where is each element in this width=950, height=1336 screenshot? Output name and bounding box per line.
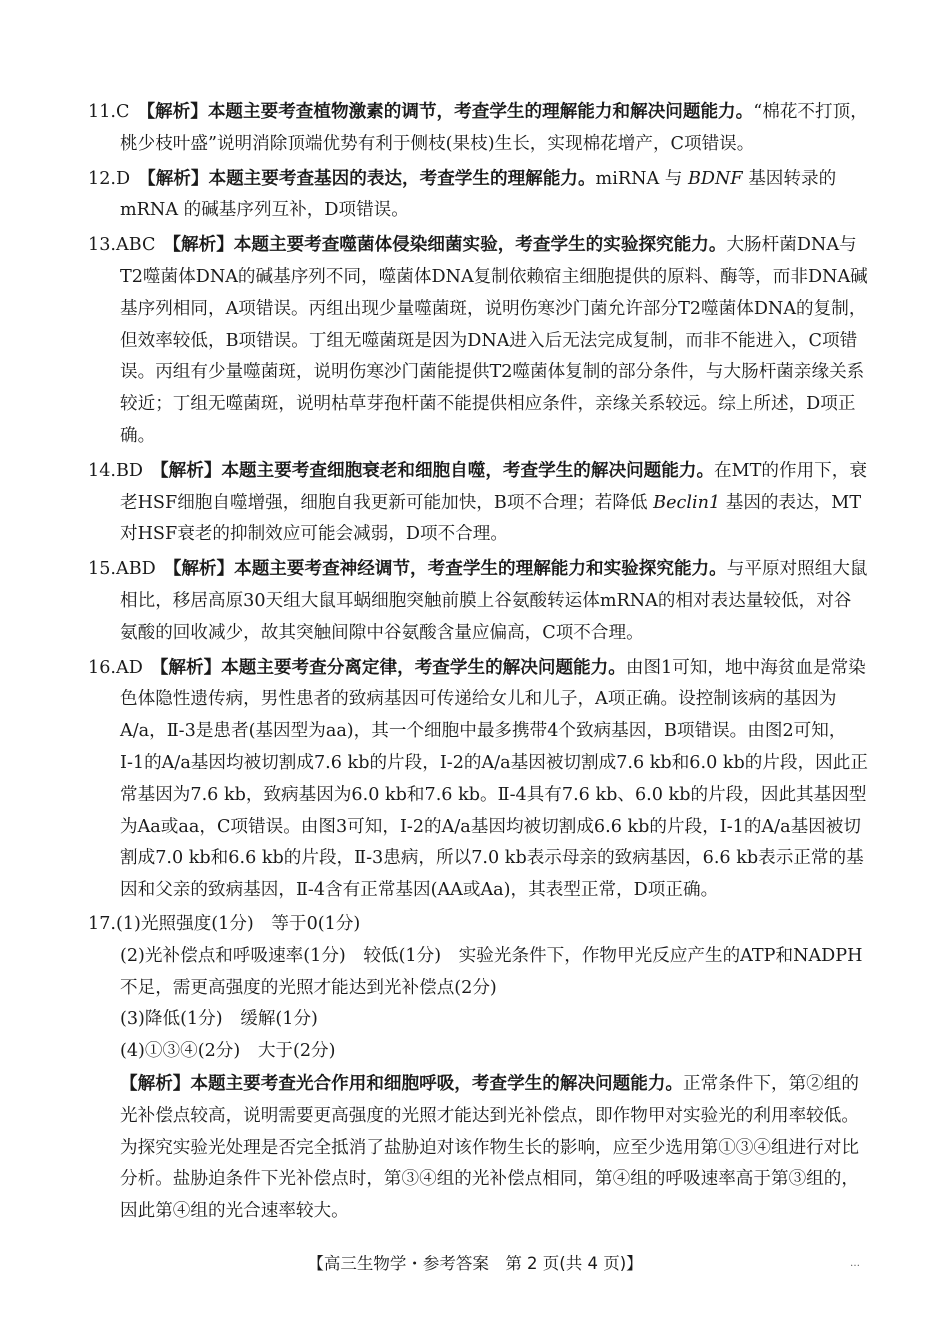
gene-name: Beclin1 xyxy=(653,492,721,513)
part-answer: (4)①③④(2分) 大于(2分) xyxy=(120,1041,336,1062)
part-answer: (1)光照强度(1分) 等于0(1分) xyxy=(115,913,361,934)
question-16 xyxy=(88,652,868,907)
analysis-heading: 【解析】本题主要考查细胞衰老和细胞自噬，考查学生的解决问题能力。 xyxy=(151,459,715,481)
analysis-heading: 【解析】本题主要考查神经调节，考查学生的理解能力和实验探究能力。 xyxy=(163,558,727,580)
analysis-heading: 【解析】本题主要考查分离定律，考查学生的解决问题能力。 xyxy=(150,656,626,678)
answer-letters: AD xyxy=(115,657,143,678)
analysis-heading: 【解析】本题主要考查植物激素的调节，考查学生的理解能力和解决问题能力。 xyxy=(137,101,754,122)
analysis-text: miRNA 与 xyxy=(595,168,688,189)
gene-name: BDNF xyxy=(687,168,743,189)
analysis-text: 与平原对照组大鼠相比，移居高原30天组大鼠耳蜗细胞突触前膜上谷氨酸转运体mRNA的相对表达量较低，对谷氨酸的回收减少，故其突触间隙中谷氨酸含量应偏高，C项不合理。 xyxy=(120,559,868,643)
question-14 xyxy=(88,455,868,551)
analysis-text: 由图1可知，地中海贫血是常染色体隐性遗传病，男性患者的致病基因可传递给女儿和儿子，A项正确。设控制该病的基因为A/a，Ⅱ-3是患者(基因型为aa)，其一个细胞中最多携带4个致病基因，B项错误。由图2可知，Ⅰ-1的A/a基因均被切割成7.6 kb的片段，Ⅰ-2的A/a基因被切割成7.6 kb和6.0 kb的片段，因此正常基因为7.6 kb，致病基因为6.0 kb和7.6 kb。Ⅱ-4具有7.6 kb、6.0 kb的片段，因此其基因型为Aa或aa，C项错误。由图3可知，Ⅰ-2的A/a基因均被切割成6.6 kb的片段，Ⅰ-1的A/a基因被切割成7.0 kb和6.6 kb的片段，Ⅱ-3患病，所以7.0 kb表示母亲的致病基因，6.6 kb表示正常的基因和父亲的致病基因，Ⅱ-4含有正常基因(AA或Aa)，其表型正常，D项正确。 xyxy=(120,657,868,901)
answer-letters: BD xyxy=(115,460,144,481)
analysis-heading: 【解析】本题主要考查噬菌体侵染细菌实验，考查学生的实验探究能力。 xyxy=(163,234,727,256)
question-13 xyxy=(88,229,868,453)
page-footer: 【高三生物学・参考答案 第 2 页(共 4 页)】 xyxy=(307,1254,643,1273)
analysis-heading: 【解析】本题主要考查基因的表达，考查学生的理解能力。 xyxy=(138,167,596,189)
question-17 xyxy=(88,909,868,1228)
question-number: 12. xyxy=(88,168,116,189)
answer-letters: ABC xyxy=(115,235,156,256)
analysis-heading: 【解析】本题主要考查光合作用和细胞呼吸，考查学生的解决问题能力。 xyxy=(120,1072,684,1094)
analysis-text: 大肠杆菌DNA与T2噬菌体DNA的碱基序列不同，噬菌体DNA复制依赖宿主细胞提供的原料、酶等，而非DNA碱基序列相同，A项错误。丙组出现少量噬菌斑，说明伤寒沙门菌允许部分T2噬菌体DNA的复制，但效率较低，B项错误。丁组无噬菌斑是因为DNA进入后无法完成复制，而非不能进入，C项错误。丙组有少量噬菌斑，说明伤寒沙门菌能提供T2噬菌体复制的部分条件，与大肠杆菌亲缘关系较近；丁组无噬菌斑，说明枯草芽孢杆菌不能提供相应条件，亲缘关系较远。综上所述，D项正确。 xyxy=(120,235,868,446)
question-11 xyxy=(88,96,868,161)
analysis-text: 在MT的作用下，衰老HSF细胞自噬增强，细胞自我更新可能加快，B项不合理；若降低 xyxy=(120,460,867,513)
question-15 xyxy=(88,553,868,649)
question-number: 16. xyxy=(88,657,116,678)
part-answer: (3)降低(1分) 缓解(1分) xyxy=(120,1009,318,1030)
question-number: 17. xyxy=(88,913,116,934)
part-answer: (2)光补偿点和呼吸速率(1分) 较低(1分) 实验光条件下，作物甲光反应产生的ATP和NADPH不足，需更高强度的光照才能达到光补偿点(2分) xyxy=(120,945,863,998)
question-number: 15. xyxy=(88,559,116,580)
analysis-text: 正常条件下，第②组的光补偿点较高，说明需要更高强度的光照才能达到光补偿点，即作物甲对实验光的利用率较低。为探究实验光处理是否完全抵消了盐胁迫对该作物生长的影响，应至少选用第①③④组进行对比分析。盐胁迫条件下光补偿点时，第③④组的光补偿点相同，第④组的呼吸速率高于第③组的，因此第④组的光合速率较大。 xyxy=(120,1073,859,1222)
question-number: 14. xyxy=(88,460,116,481)
answer-letters: D xyxy=(115,168,131,189)
answer-letters: ABD xyxy=(115,559,156,580)
answer-letters: C xyxy=(115,102,130,122)
analysis-text: 基因转录的 mRNA 的碱基序列互补，D项错误。 xyxy=(120,168,837,221)
answer-content xyxy=(88,96,868,1230)
corner-mark: … xyxy=(850,1258,860,1269)
question-number: 13. xyxy=(88,235,116,256)
analysis-text: “棉花不打顶，桃少枝叶盛”说明消除顶端优势有利于侧枝(果枝)生长，实现棉花增产，C项错误。 xyxy=(120,102,868,154)
question-12 xyxy=(88,163,868,228)
analysis-text: 基因的表达，MT对HSF衰老的抑制效应可能会减弱，D项不合理。 xyxy=(120,492,862,545)
question-number: 11. xyxy=(88,102,116,122)
